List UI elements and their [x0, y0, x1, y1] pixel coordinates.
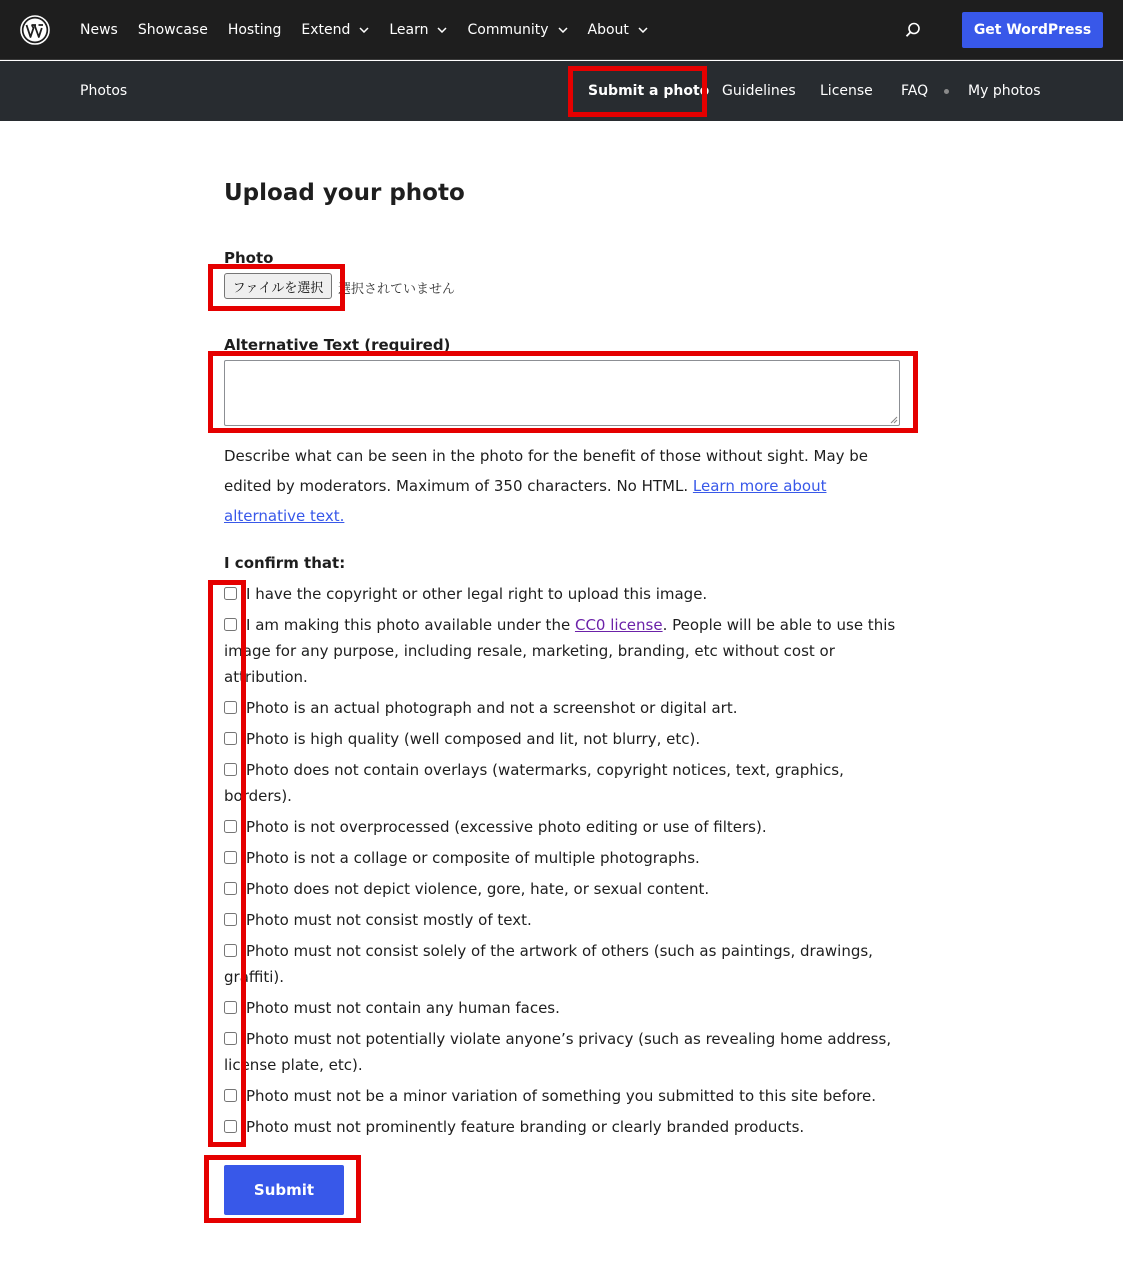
nav-about-label: About: [587, 22, 629, 38]
search-icon[interactable]: [903, 20, 923, 40]
chevron-down-icon: [437, 27, 447, 33]
local-nav-license[interactable]: License: [820, 83, 873, 99]
confirm-text-no-overlays: Photo does not contain overlays (watermarks, copyright notices, text, graphics, borders).: [224, 761, 844, 805]
local-nav-guidelines[interactable]: Guidelines: [722, 83, 796, 99]
choose-file-button[interactable]: ファイルを選択: [224, 273, 332, 299]
confirm-text-no-branding: Photo must not prominently feature branding or clearly branded products.: [246, 1118, 805, 1136]
confirm-text-not-artwork: Photo must not consist solely of the artwork of others (such as paintings, drawings, graffiti).: [224, 942, 873, 986]
alt-text-label: Alternative Text (required): [224, 336, 451, 354]
confirm-text-copyright: I have the copyright or other legal right to upload this image.: [246, 585, 708, 603]
confirm-text-no-faces: Photo must not contain any human faces.: [246, 999, 560, 1017]
nav-about[interactable]: [588, 22, 648, 38]
alt-text-input[interactable]: [224, 360, 900, 426]
chevron-down-icon: [558, 27, 568, 33]
nav-showcase-label: Showcase: [137, 22, 208, 38]
nav-community[interactable]: [467, 22, 567, 38]
photo-label: Photo: [224, 249, 274, 267]
confirm-text-actual-photo: Photo is an actual photograph and not a screenshot or digital art.: [246, 699, 738, 717]
alt-text-learn-more-link[interactable]: Learn more about alternative text.: [224, 477, 827, 525]
alt-text-help: [224, 441, 904, 531]
nav-learn[interactable]: [389, 22, 447, 38]
wordpress-logo-icon[interactable]: [20, 15, 50, 45]
confirm-text-cc0-prefix: I am making this photo available under the: [246, 616, 571, 634]
chevron-down-icon: [359, 27, 369, 33]
confirm-label: I confirm that:: [224, 554, 346, 572]
confirm-text-no-violence: Photo does not depict violence, gore, hate, or sexual content.: [246, 880, 710, 898]
nav-separator-dot: [944, 89, 949, 94]
global-header: [0, 0, 1123, 60]
nav-news[interactable]: [80, 22, 118, 38]
cc0-license-link[interactable]: CC0 license: [574, 616, 663, 634]
nav-extend-label: Extend: [301, 22, 351, 38]
get-wordpress-button[interactable]: Get WordPress: [962, 12, 1103, 48]
nav-hosting-label: Hosting: [227, 22, 282, 38]
local-nav-faq[interactable]: FAQ: [901, 83, 929, 99]
confirm-text-cc0-suffix: . People will be able to use this image for any purpose, including resale, marketing, branding, etc without cost or attribution.: [224, 616, 896, 686]
nav-learn-label: Learn: [389, 22, 429, 38]
nav-showcase[interactable]: [138, 22, 208, 38]
confirm-text-not-text: Photo must not consist mostly of text.: [246, 911, 532, 929]
alt-text-help-text: Describe what can be seen in the photo for the benefit of those without sight. May be edited by moderators. Maximum of 350 characters. No HTML.: [224, 447, 869, 495]
local-nav-title[interactable]: Photos: [80, 83, 128, 99]
resize-handle-icon[interactable]: [890, 416, 898, 424]
confirm-text-privacy: Photo must not potentially violate anyone’s privacy (such as revealing home address, license plate, etc).: [224, 1030, 892, 1074]
confirm-text-not-collage: Photo is not a collage or composite of multiple photographs.: [246, 849, 700, 867]
nav-extend[interactable]: [301, 22, 369, 38]
confirm-text-high-quality: Photo is high quality (well composed and lit, not blurry, etc).: [246, 730, 701, 748]
nav-hosting[interactable]: [228, 22, 282, 38]
page-title: Upload your photo: [224, 180, 465, 206]
chevron-down-icon: [638, 27, 648, 33]
nav-community-label: Community: [467, 22, 549, 38]
local-nav: [0, 61, 1123, 121]
submit-button[interactable]: Submit: [224, 1165, 344, 1215]
local-nav-submit-photo[interactable]: Submit a photo: [588, 83, 710, 99]
nav-news-label: News: [80, 22, 118, 38]
confirm-text-not-variation: Photo must not be a minor variation of something you submitted to this site before.: [246, 1087, 876, 1105]
confirm-text-not-overprocessed: Photo is not overprocessed (excessive photo editing or use of filters).: [246, 818, 767, 836]
file-status-text: 選択されていません: [338, 282, 456, 297]
confirm-text-cc0: [224, 612, 904, 690]
main-nav: [80, 0, 668, 60]
local-nav-my-photos[interactable]: My photos: [968, 83, 1041, 99]
